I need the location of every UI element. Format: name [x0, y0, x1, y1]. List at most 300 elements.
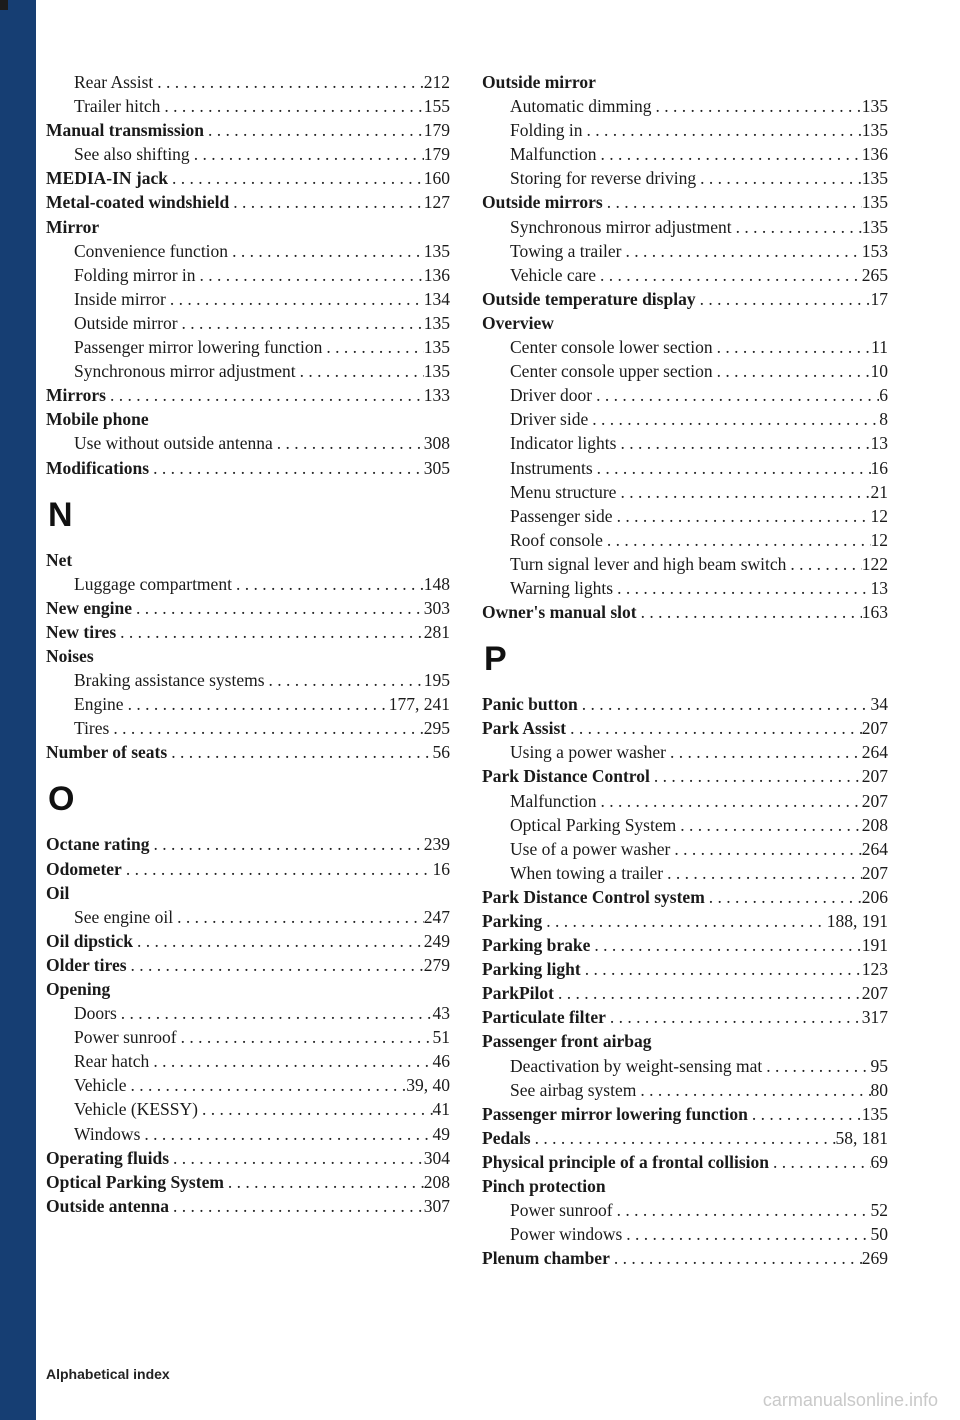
- entry-label: Outside mirrors: [482, 192, 603, 213]
- page-reference: 95: [870, 1055, 888, 1076]
- dot-leader: [582, 118, 861, 142]
- index-entry-mirror: [46, 215, 450, 239]
- index-subentry-passenger-side: [482, 504, 888, 528]
- dot-leader: [169, 1146, 424, 1170]
- dot-leader: [531, 1126, 836, 1150]
- index-entry-parkpilot: [482, 981, 888, 1005]
- page-reference: 17: [870, 288, 888, 309]
- dot-leader: [613, 576, 870, 600]
- page-reference: 52: [870, 1200, 888, 1221]
- page-reference: 21: [870, 481, 888, 502]
- dot-leader: [229, 190, 423, 214]
- entry-label: Mirrors: [46, 385, 106, 406]
- page-reference: 133: [423, 385, 450, 406]
- entry-label: Passenger mirror lowering function: [482, 1103, 748, 1124]
- entry-label: Physical principle of a frontal collision: [482, 1151, 769, 1172]
- dot-leader: [116, 620, 424, 644]
- page-reference: 51: [432, 1027, 450, 1048]
- index-entry-passenger-front-airbag: [482, 1029, 888, 1053]
- page-reference: 264: [861, 742, 888, 763]
- index-entry-outside-mirror: [482, 70, 888, 94]
- dot-leader: [651, 94, 861, 118]
- entry-label: Oil: [46, 882, 70, 903]
- entry-label: Center console upper section: [510, 361, 713, 382]
- sidebar-color-band: [0, 0, 36, 1420]
- entry-label: Owner's manual slot: [482, 602, 637, 623]
- entry-label: Engine: [74, 694, 124, 715]
- index-subentry-braking-assistance-systems: [46, 668, 450, 692]
- entry-label: Malfunction: [510, 790, 597, 811]
- dot-leader: [554, 981, 862, 1005]
- index-subentry-deactivation-by-weight-sensing-mat: [482, 1054, 888, 1078]
- dot-leader: [650, 764, 862, 788]
- entry-label: Park Assist: [482, 718, 567, 739]
- section-letter-p: P: [484, 640, 507, 679]
- index-subentry-folding-in: [482, 118, 888, 142]
- entry-label: Modifications: [46, 457, 150, 478]
- page-reference: 179: [423, 144, 450, 165]
- entry-label: Roof console: [510, 529, 603, 550]
- page-reference: 212: [423, 72, 450, 92]
- index-subentry-inside-mirror: [46, 287, 450, 311]
- dot-leader: [713, 359, 871, 383]
- index-entry-parking-brake: [482, 933, 888, 957]
- dot-leader: [149, 1049, 432, 1073]
- page-reference: 307: [423, 1195, 450, 1216]
- page-reference: 123: [861, 959, 888, 980]
- dot-leader: [124, 692, 389, 716]
- entry-label: Luggage compartment: [74, 573, 232, 594]
- index-subentry-luggage-compartment: [46, 572, 450, 596]
- entry-label: Synchronous mirror adjustment: [74, 361, 296, 382]
- index-entry-number-of-seats: [46, 740, 450, 764]
- page-reference: 135: [861, 96, 888, 117]
- page-reference: 11: [871, 337, 888, 358]
- index-entry-new-tires: [46, 620, 450, 644]
- dot-leader: [232, 572, 424, 596]
- dot-leader: [198, 1097, 433, 1121]
- entry-label: Inside mirror: [74, 288, 166, 309]
- index-column-right: [482, 70, 888, 1270]
- page-reference: 208: [861, 814, 888, 835]
- entry-label: Windows: [74, 1123, 141, 1144]
- page-reference: 191: [861, 935, 888, 956]
- dot-leader: [603, 528, 871, 552]
- entry-label: Indicator lights: [510, 433, 617, 454]
- page-reference: 13: [870, 577, 888, 598]
- index-subentry-convenience-function: [46, 239, 450, 263]
- entry-label: Parking: [482, 911, 543, 931]
- entry-label: Outside temperature display: [482, 288, 696, 309]
- index-subentry-rear-hatch: [46, 1049, 450, 1073]
- index-entry-manual-transmission: [46, 118, 450, 142]
- dot-leader: [637, 600, 862, 624]
- dot-leader: [592, 383, 879, 407]
- index-subentry-synchronous-mirror-adjustment: [482, 215, 888, 239]
- index-entry-outside-antenna: [46, 1194, 450, 1218]
- entry-label: New tires: [46, 621, 117, 642]
- index-entry-octane-rating: [46, 832, 450, 856]
- page-reference: 69: [870, 1151, 888, 1172]
- page-reference: 135: [423, 312, 450, 333]
- page-reference: 122: [861, 553, 888, 574]
- page-reference: 207: [861, 718, 888, 739]
- entry-label: Storing for reverse driving: [510, 168, 697, 189]
- index-entry-modifications: [46, 456, 450, 480]
- entry-label: See also shifting: [74, 144, 190, 165]
- entry-label: Vehicle care: [510, 264, 596, 285]
- page-reference: 207: [861, 862, 888, 883]
- dot-leader: [296, 359, 424, 383]
- page-reference: 305: [423, 457, 450, 478]
- entry-label: See airbag system: [510, 1079, 637, 1100]
- entry-label: Odometer: [46, 858, 122, 879]
- entry-label: Folding mirror in: [74, 264, 196, 285]
- index-subentry-power-sunroof: [482, 1198, 888, 1222]
- dot-leader: [265, 668, 424, 692]
- index-subentry-passenger-mirror-lowering-function: [46, 335, 450, 359]
- entry-label: Convenience function: [74, 240, 229, 261]
- index-subentry-folding-mirror-in: [46, 263, 450, 287]
- index-entry-optical-parking-system: [46, 1170, 450, 1194]
- dot-leader: [616, 431, 870, 455]
- index-subentry-see-engine-oil: [46, 905, 450, 929]
- page-reference: 43: [432, 1003, 450, 1024]
- dot-leader: [167, 740, 432, 764]
- entry-label: New engine: [46, 597, 133, 618]
- entry-label: Power sunroof: [510, 1200, 613, 1221]
- dot-leader: [597, 142, 862, 166]
- entry-label: Optical Parking System: [46, 1171, 224, 1192]
- index-entry-new-engine: [46, 596, 450, 620]
- entry-label: Operating fluids: [46, 1147, 170, 1168]
- dot-leader: [713, 335, 871, 359]
- index-column-left: [46, 70, 450, 1218]
- dot-leader: [196, 263, 424, 287]
- index-entry-park-distance-control-system: [482, 885, 888, 909]
- page-reference: 264: [861, 838, 888, 859]
- index-subentry-vehicle-care: [482, 263, 888, 287]
- entry-label: Rear Assist: [74, 72, 154, 92]
- page-reference: 16: [432, 858, 450, 879]
- dot-leader: [168, 166, 424, 190]
- entry-label: Metal-coated windshield: [46, 192, 230, 213]
- watermark-text: carmanualsonline.info: [762, 1390, 938, 1410]
- index-entry-media-in-jack: [46, 166, 450, 190]
- index-entry-overview: [482, 311, 888, 335]
- page-reference: 135: [861, 216, 888, 237]
- dot-leader: [606, 1005, 862, 1029]
- dot-leader: [140, 1122, 432, 1146]
- dot-leader: [228, 239, 424, 263]
- dot-leader: [150, 832, 424, 856]
- dot-leader: [670, 837, 861, 861]
- dot-leader: [122, 857, 433, 881]
- page-reference: 80: [870, 1079, 888, 1100]
- index-entry-odometer: [46, 857, 450, 881]
- page-reference: 317: [861, 1007, 888, 1028]
- entry-label: Passenger front airbag: [482, 1031, 652, 1052]
- dot-leader: [597, 789, 862, 813]
- entry-label: Driver door: [510, 385, 593, 406]
- entry-label: Automatic dimming: [510, 96, 652, 117]
- dot-leader: [622, 1222, 870, 1246]
- entry-label: Park Distance Control: [482, 766, 650, 787]
- index-subentry-automatic-dimming: [482, 94, 888, 118]
- footer-section-title: Alphabetical index: [46, 1366, 170, 1382]
- entry-label: Synchronous mirror adjustment: [510, 216, 732, 237]
- dot-leader: [542, 909, 826, 933]
- page-reference: 207: [861, 983, 888, 1004]
- dot-leader: [613, 504, 871, 528]
- dot-leader: [273, 431, 424, 455]
- page-reference: 304: [423, 1147, 450, 1168]
- entry-label: Older tires: [46, 954, 127, 975]
- index-entry-physical-principle-of-a-frontal-collision: [482, 1150, 888, 1174]
- entry-label: Folding in: [510, 120, 583, 141]
- index-entry-outside-mirrors: [482, 190, 888, 214]
- dot-leader: [613, 1198, 871, 1222]
- index-subentry-windows: [46, 1122, 450, 1146]
- page-reference: 58, 181: [835, 1127, 888, 1148]
- page-reference: 207: [861, 766, 888, 787]
- index-subentry-driver-side: [482, 407, 888, 431]
- index-subentry-outside-mirror: [46, 311, 450, 335]
- page-reference: 155: [423, 96, 450, 117]
- page-reference: 153: [861, 240, 888, 261]
- dot-leader: [696, 166, 862, 190]
- dot-leader: [696, 287, 871, 311]
- entry-label: Net: [46, 549, 73, 570]
- entry-label: Octane rating: [46, 834, 150, 855]
- page-reference: 39, 40: [406, 1075, 450, 1096]
- index-subentry-turn-signal-lever-and-high-beam-switch: [482, 552, 888, 576]
- page-reference: 179: [423, 120, 450, 141]
- index-subentry-instruments: [482, 456, 888, 480]
- index-subentry-use-without-outside-antenna: [46, 431, 450, 455]
- index-entry-oil-dipstick: [46, 929, 450, 953]
- dot-leader: [178, 311, 424, 335]
- page-reference: 295: [423, 718, 450, 739]
- entry-label: Passenger mirror lowering function: [74, 337, 323, 358]
- entry-label: Towing a trailer: [510, 240, 622, 261]
- index-entry-mobile-phone: [46, 407, 450, 431]
- index-subentry-trailer-hitch: [46, 94, 450, 118]
- entry-label: Manual transmission: [46, 120, 205, 141]
- dot-leader: [578, 692, 871, 716]
- page-reference: 249: [423, 930, 450, 951]
- index-entry-opening: [46, 977, 450, 1001]
- index-subentry-towing-a-trailer: [482, 239, 888, 263]
- entry-label: Panic button: [482, 694, 578, 715]
- entry-label: Power sunroof: [74, 1027, 177, 1048]
- entry-label: Pinch protection: [482, 1176, 606, 1197]
- page-reference: 135: [423, 337, 450, 358]
- dot-leader: [663, 861, 862, 885]
- page-reference: 13: [870, 433, 888, 454]
- index-entry-owner-s-manual-slot: [482, 600, 888, 624]
- page-reference: 135: [423, 240, 450, 261]
- entry-label: Plenum chamber: [482, 1248, 610, 1269]
- entry-label: MEDIA-IN jack: [46, 168, 169, 189]
- entry-label: Particulate filter: [482, 1007, 606, 1028]
- dot-leader: [133, 929, 424, 953]
- index-entry-pedals: [482, 1126, 888, 1150]
- entry-label: Overview: [482, 312, 554, 333]
- index-entry-panic-button: [482, 692, 888, 716]
- page-reference: 41: [432, 1099, 450, 1120]
- dot-leader: [127, 953, 424, 977]
- index-entry-park-assist: [482, 716, 888, 740]
- page-reference: 16: [870, 457, 888, 478]
- dot-leader: [190, 142, 424, 166]
- index-subentry-center-console-upper-section: [482, 359, 888, 383]
- entry-label: Vehicle: [74, 1075, 127, 1096]
- page-reference: 281: [423, 621, 450, 642]
- dot-leader: [588, 407, 879, 431]
- index-subentry-see-airbag-system: [482, 1078, 888, 1102]
- index-entry-parking: [482, 909, 888, 933]
- page-reference: 195: [423, 670, 450, 691]
- dot-leader: [581, 957, 862, 981]
- page-reference: 6: [879, 385, 888, 406]
- section-letter-o: O: [48, 780, 75, 819]
- index-subentry-malfunction: [482, 789, 888, 813]
- entry-label: See engine oil: [74, 906, 174, 927]
- index-subentry-power-sunroof: [46, 1025, 450, 1049]
- entry-label: Parking light: [482, 959, 581, 980]
- dot-leader: [173, 905, 424, 929]
- entry-label: Outside mirror: [482, 72, 596, 92]
- page-reference: 56: [432, 742, 450, 763]
- entry-label: Oil dipstick: [46, 930, 134, 951]
- index-entry-noises: [46, 644, 450, 668]
- entry-label: Turn signal lever and high beam switch: [510, 553, 787, 574]
- page-reference: 135: [861, 168, 888, 189]
- index-entry-plenum-chamber: [482, 1246, 888, 1270]
- sidebar-corner-mark: [0, 0, 8, 10]
- page-reference: 177, 241: [388, 694, 450, 715]
- dot-leader: [204, 118, 424, 142]
- dot-leader: [636, 1078, 870, 1102]
- dot-leader: [616, 480, 870, 504]
- page-reference: 50: [870, 1224, 888, 1245]
- dot-leader: [705, 885, 862, 909]
- index-subentry-optical-parking-system: [482, 813, 888, 837]
- index-entry-pinch-protection: [482, 1174, 888, 1198]
- entry-label: Mirror: [46, 216, 100, 237]
- index-subentry-roof-console: [482, 528, 888, 552]
- index-entry-outside-temperature-display: [482, 287, 888, 311]
- dot-leader: [153, 70, 424, 94]
- page-reference: 127: [423, 192, 450, 213]
- dot-leader: [596, 263, 862, 287]
- page-reference: 163: [861, 602, 888, 623]
- section-letter-n: N: [48, 495, 73, 534]
- entry-label: When towing a trailer: [510, 862, 664, 883]
- entry-label: Opening: [46, 979, 111, 999]
- index-subentry-center-console-lower-section: [482, 335, 888, 359]
- dot-leader: [166, 287, 424, 311]
- entry-label: Outside antenna: [46, 1195, 170, 1216]
- index-entry-net: [46, 548, 450, 572]
- entry-label: Power windows: [510, 1224, 623, 1245]
- page-reference: 12: [870, 529, 888, 550]
- index-subentry-warning-lights: [482, 576, 888, 600]
- index-entry-particulate-filter: [482, 1005, 888, 1029]
- dot-leader: [177, 1025, 433, 1049]
- entry-label: Malfunction: [510, 144, 597, 165]
- page-reference: 49: [432, 1123, 450, 1144]
- dot-leader: [106, 383, 424, 407]
- dot-leader: [109, 716, 423, 740]
- entry-label: Noises: [46, 645, 94, 666]
- entry-label: Vehicle (KESSY): [74, 1099, 198, 1120]
- page-reference: 8: [879, 409, 888, 430]
- index-subentry-driver-door: [482, 383, 888, 407]
- index-subentry-menu-structure: [482, 480, 888, 504]
- entry-label: Instruments: [510, 457, 593, 478]
- index-entry-older-tires: [46, 953, 450, 977]
- page-reference: 239: [423, 834, 450, 855]
- dot-leader: [769, 1150, 871, 1174]
- page-reference: 206: [861, 886, 888, 907]
- entry-label: Optical Parking System: [510, 814, 677, 835]
- index-subentry-doors: [46, 1001, 450, 1025]
- dot-leader: [593, 456, 871, 480]
- dot-leader: [126, 1073, 406, 1097]
- entry-label: Use of a power washer: [510, 838, 671, 859]
- page-reference: 303: [423, 597, 450, 618]
- dot-leader: [676, 813, 862, 837]
- entry-label: Deactivation by weight-sensing mat: [510, 1055, 763, 1076]
- index-subentry-engine: [46, 692, 450, 716]
- index-subentry-synchronous-mirror-adjustment: [46, 359, 450, 383]
- page-reference: 135: [861, 192, 888, 213]
- entry-label: Parking brake: [482, 935, 591, 956]
- entry-label: Braking assistance systems: [74, 670, 265, 691]
- index-entry-parking-light: [482, 957, 888, 981]
- page-reference: 265: [861, 264, 888, 285]
- entry-label: Passenger side: [510, 505, 613, 526]
- entry-label: Using a power washer: [510, 742, 666, 763]
- index-subentry-vehicle-kessy: [46, 1097, 450, 1121]
- page-reference: 308: [423, 433, 450, 454]
- index-subentry-using-a-power-washer: [482, 740, 888, 764]
- index-entry-operating-fluids: [46, 1146, 450, 1170]
- dot-leader: [224, 1170, 424, 1194]
- page-reference: 207: [861, 790, 888, 811]
- index-subentry-use-of-a-power-washer: [482, 837, 888, 861]
- index-subentry-see-also-shifting: [46, 142, 450, 166]
- entry-label: Park Distance Control system: [482, 886, 705, 907]
- dot-leader: [117, 1001, 433, 1025]
- page-reference: 136: [861, 144, 888, 165]
- entry-label: Rear hatch: [74, 1051, 150, 1072]
- page-reference: 10: [870, 361, 888, 382]
- dot-leader: [666, 740, 862, 764]
- entry-label: Number of seats: [46, 742, 168, 763]
- index-entry-mirrors: [46, 383, 450, 407]
- dot-leader: [622, 239, 862, 263]
- dot-leader: [149, 456, 424, 480]
- dot-leader: [132, 596, 424, 620]
- entry-label: Trailer hitch: [74, 96, 161, 117]
- page-reference: 135: [423, 361, 450, 382]
- dot-leader: [603, 190, 862, 214]
- entry-label: Mobile phone: [46, 409, 149, 430]
- page-reference: 160: [423, 168, 450, 189]
